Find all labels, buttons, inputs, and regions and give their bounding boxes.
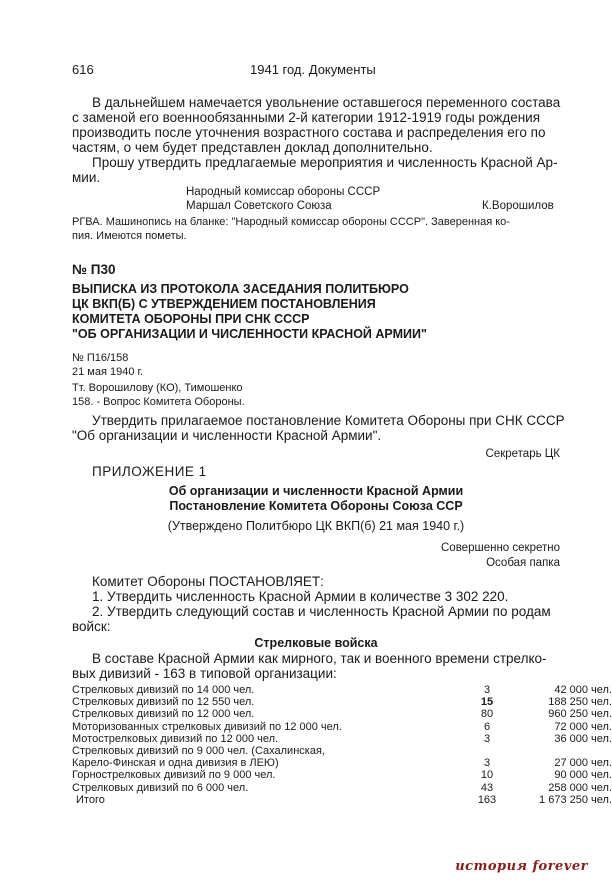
page-number: 616 (72, 62, 94, 77)
signature-position: Народный комиссар обороны СССР (186, 186, 381, 198)
table-row (72, 720, 612, 733)
intro-line: частям, о чем будет представлен доклад дополнительно. (72, 140, 433, 155)
row-value: 960 250 чел. (548, 708, 612, 721)
table-row (72, 732, 612, 745)
row-count: 163 (477, 793, 497, 806)
document-title-line: ВЫПИСКА ИЗ ПРОТОКОЛА ЗАСЕДАНИЯ ПОЛИТБЮРО (72, 282, 409, 296)
document-title-line: ЦК ВКП(Б) С УТВЕРЖДЕНИЕМ ПОСТАНОВЛЕНИЯ (72, 297, 376, 311)
ref-line: № П16/158 (72, 352, 129, 364)
ref-line: 21 мая 1940 г. (72, 366, 144, 378)
signature-name: К.Ворошилов (482, 200, 554, 212)
archive-note: РГВА. Машинопись на бланке: "Народный комиссар обороны СССР". Заверенная ко- (72, 216, 510, 228)
document-number: № П30 (72, 262, 116, 277)
row-count: 10 (480, 769, 494, 782)
row-count: 3 (483, 684, 491, 696)
decree-item-2: 2. Утвердить следующий состав и численность Красной Армии по родам (92, 604, 551, 619)
decree-item-2: войск: (72, 619, 111, 634)
intro-line: В дальнейшем намечается увольнение оставшегося переменного состава (92, 95, 561, 110)
table-row (72, 793, 612, 806)
row-count: 3 (483, 757, 491, 770)
ref-line: 158. - Вопрос Комитета Обороны. (72, 396, 245, 408)
intro-line: с заменой его военнообязанными 2-й категории 1912-1919 годы рождения (72, 110, 541, 125)
row-label: Стрелковых дивизий по 6 000 чел. (72, 781, 249, 794)
secret-stamp: Совершенно секретно (441, 542, 560, 554)
document-title-line: "ОБ ОРГАНИЗАЦИИ И ЧИСЛЕННОСТИ КРАСНОЙ АРМИИ" (72, 327, 427, 341)
intro-line: Прошу утвердить предлагаемые мероприятия и численность Красной Ар- (92, 155, 558, 170)
table-row (72, 708, 612, 721)
document-title-line: КОМИТЕТА ОБОРОНЫ ПРИ СНК СССР (72, 312, 310, 326)
row-value: 188 250 чел. (548, 696, 612, 709)
row-count: 80 (480, 708, 494, 721)
row-label: Итого (76, 793, 105, 806)
secretary-signature: Секретарь ЦК (485, 448, 560, 460)
running-title: 1941 год. Документы (250, 62, 376, 77)
row-value: 258 000 чел. (548, 781, 612, 794)
ref-line: Тт. Ворошилову (КО), Тимошенко (72, 382, 243, 394)
resolution-line: "Об организации и численности Красной Армии". (72, 428, 382, 443)
archive-note: пия. Имеются пометы. (72, 230, 187, 242)
row-count: 15 (480, 696, 494, 709)
decree-line: Комитет Обороны ПОСТАНОВЛЯЕТ: (92, 574, 324, 589)
table-row (72, 684, 612, 696)
row-count: 3 (483, 732, 491, 745)
appendix-label: ПРИЛОЖЕНИЕ 1 (92, 464, 207, 479)
row-count: 6 (483, 720, 491, 733)
row-label: Моторизованных стрелковых дивизий по 12 000 чел. (72, 720, 342, 733)
watermark-logo: история forever (455, 859, 588, 874)
resolution-line: Утвердить прилагаемое постановление Комитета Обороны при СНК СССР (92, 413, 565, 428)
row-label: Стрелковых дивизий по 12 000 чел. (72, 708, 255, 721)
row-value: 36 000 чел. (554, 732, 612, 745)
row-label: Мотострелковых дивизий по 12 000 чел. (72, 732, 279, 745)
decree-item-1: 1. Утвердить численность Красной Армии в количестве 3 302 220. (92, 589, 509, 604)
row-count: 43 (480, 781, 494, 794)
table-row (72, 781, 612, 794)
signature-rank: Маршал Советского Союза (186, 200, 332, 212)
appendix-title: Об организации и численности Красной Армии (168, 484, 464, 498)
section-title: Стрелковые войска (254, 636, 378, 650)
row-label: Горнострелковых дивизий по 9 000 чел. (72, 769, 276, 782)
intro-line: производить после уточнения возрастного состава и распределения его по (72, 125, 546, 140)
intro-line: мии. (72, 170, 101, 185)
section-text: В составе Красной Армии как мирного, так и военного времени стрелко- (92, 651, 547, 666)
folder-stamp: Особая папка (486, 557, 560, 569)
row-label: Стрелковых дивизий по 14 000 чел. (72, 684, 255, 696)
row-label: Карело-Финская и одна дивизия в ЛЕЮ) (72, 757, 279, 770)
table-row (72, 757, 612, 770)
table-row (72, 745, 560, 757)
row-value: 72 000 чел. (554, 720, 612, 733)
table-row (72, 769, 612, 782)
row-value: 90 000 чел. (554, 769, 612, 782)
row-label: Стрелковых дивизий по 9 000 чел. (Сахалинская, (72, 745, 325, 757)
table-row (72, 696, 612, 709)
row-value: 42 000 чел. (554, 684, 612, 696)
row-value: 1 673 250 чел. (539, 793, 612, 806)
appendix-subtitle: Постановление Комитета Обороны Союза ССР (169, 499, 463, 513)
row-label: Стрелковых дивизий по 12 550 чел. (72, 696, 255, 709)
section-text: вых дивизий - 163 в типовой организации: (72, 666, 337, 681)
approval-note: (Утверждено Политбюро ЦК ВКП(б) 21 мая 1940 г.) (167, 519, 465, 533)
row-value: 27 000 чел. (554, 757, 612, 770)
